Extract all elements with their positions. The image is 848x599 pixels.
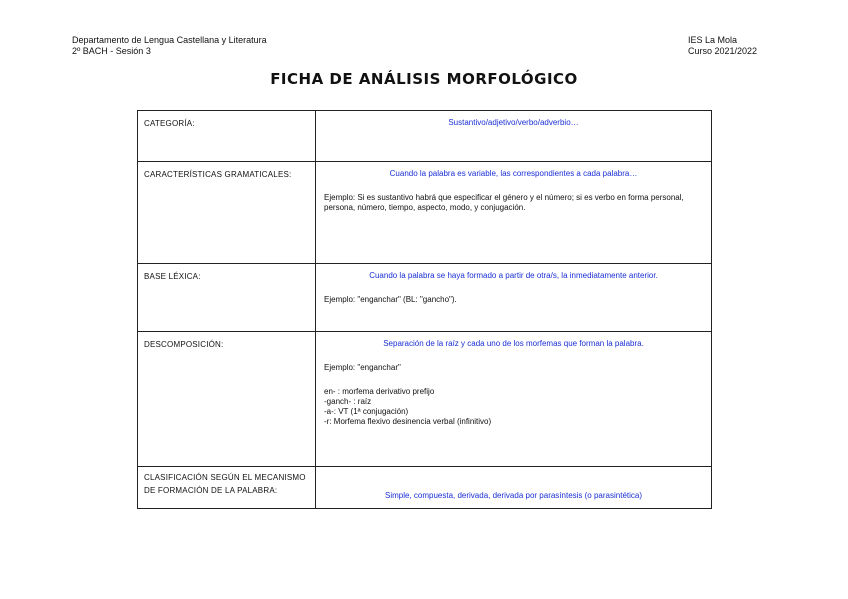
list-item: -r: Morfema flexivo desinencia verbal (infinitivo) (324, 417, 492, 426)
row-label-line: CLASIFICACIÓN SEGÚN EL MECANISMO (144, 473, 306, 482)
row-value (316, 264, 712, 332)
row-example: Ejemplo: "enganchar" (324, 363, 401, 372)
list-item: en- : morfema derivativo prefijo (324, 387, 435, 396)
row-example: Ejemplo: "enganchar" (BL: "gancho"). (324, 295, 457, 304)
row-hint: Cuando la palabra se haya formado a partir de otra/s, la inmediatamente anterior. (369, 271, 658, 280)
morpheme-list (324, 387, 703, 427)
row-label (138, 467, 316, 509)
row-value (316, 162, 712, 264)
header-right (688, 35, 757, 57)
row-label-line: DE FORMACIÓN DE LA PALABRA: (144, 486, 278, 495)
analysis-table (137, 110, 712, 509)
row-label: CATEGORÍA: (138, 111, 316, 162)
row-hint: Simple, compuesta, derivada, derivada por parasíntesis (o parasintética) (384, 491, 643, 500)
school-text: IES La Mola (688, 35, 738, 45)
row-hint: Separación de la raíz y cada uno de los morfemas que forman la palabra. (383, 339, 644, 348)
row-hint: Cuando la palabra es variable, las correspondientes a cada palabra… (389, 169, 638, 178)
list-item: -a-: VT (1ª conjugación) (324, 407, 409, 416)
header-left (72, 35, 267, 57)
session-text: 2º BACH - Sesión 3 (72, 46, 151, 56)
table-row-clasificacion (138, 467, 712, 509)
row-example: Ejemplo: Si es sustantivo habrá que especificar el género y el número; si es verbo en forma personal, persona, número, tiempo, aspecto, modo, y conjugación. (324, 193, 684, 212)
table-row-descomposicion (138, 332, 712, 467)
table-row-categoria (138, 111, 712, 162)
row-value (316, 332, 712, 467)
row-label: DESCOMPOSICIÓN: (138, 332, 316, 467)
row-hint: Sustantivo/adjetivo/verbo/adverbio… (448, 118, 579, 127)
list-item: -ganch- : raíz (324, 397, 372, 406)
row-value (316, 111, 712, 162)
row-label: BASE LÉXICA: (138, 264, 316, 332)
table-row-caracteristicas (138, 162, 712, 264)
table-row-base-lexica (138, 264, 712, 332)
page-title: FICHA DE ANÁLISIS MORFOLÓGICO (270, 70, 578, 88)
row-value (316, 467, 712, 509)
department-text: Departamento de Lengua Castellana y Literatura (72, 35, 267, 45)
course-text: Curso 2021/2022 (688, 46, 758, 56)
row-label: CARACTERÍSTICAS GRAMATICALES: (138, 162, 316, 264)
